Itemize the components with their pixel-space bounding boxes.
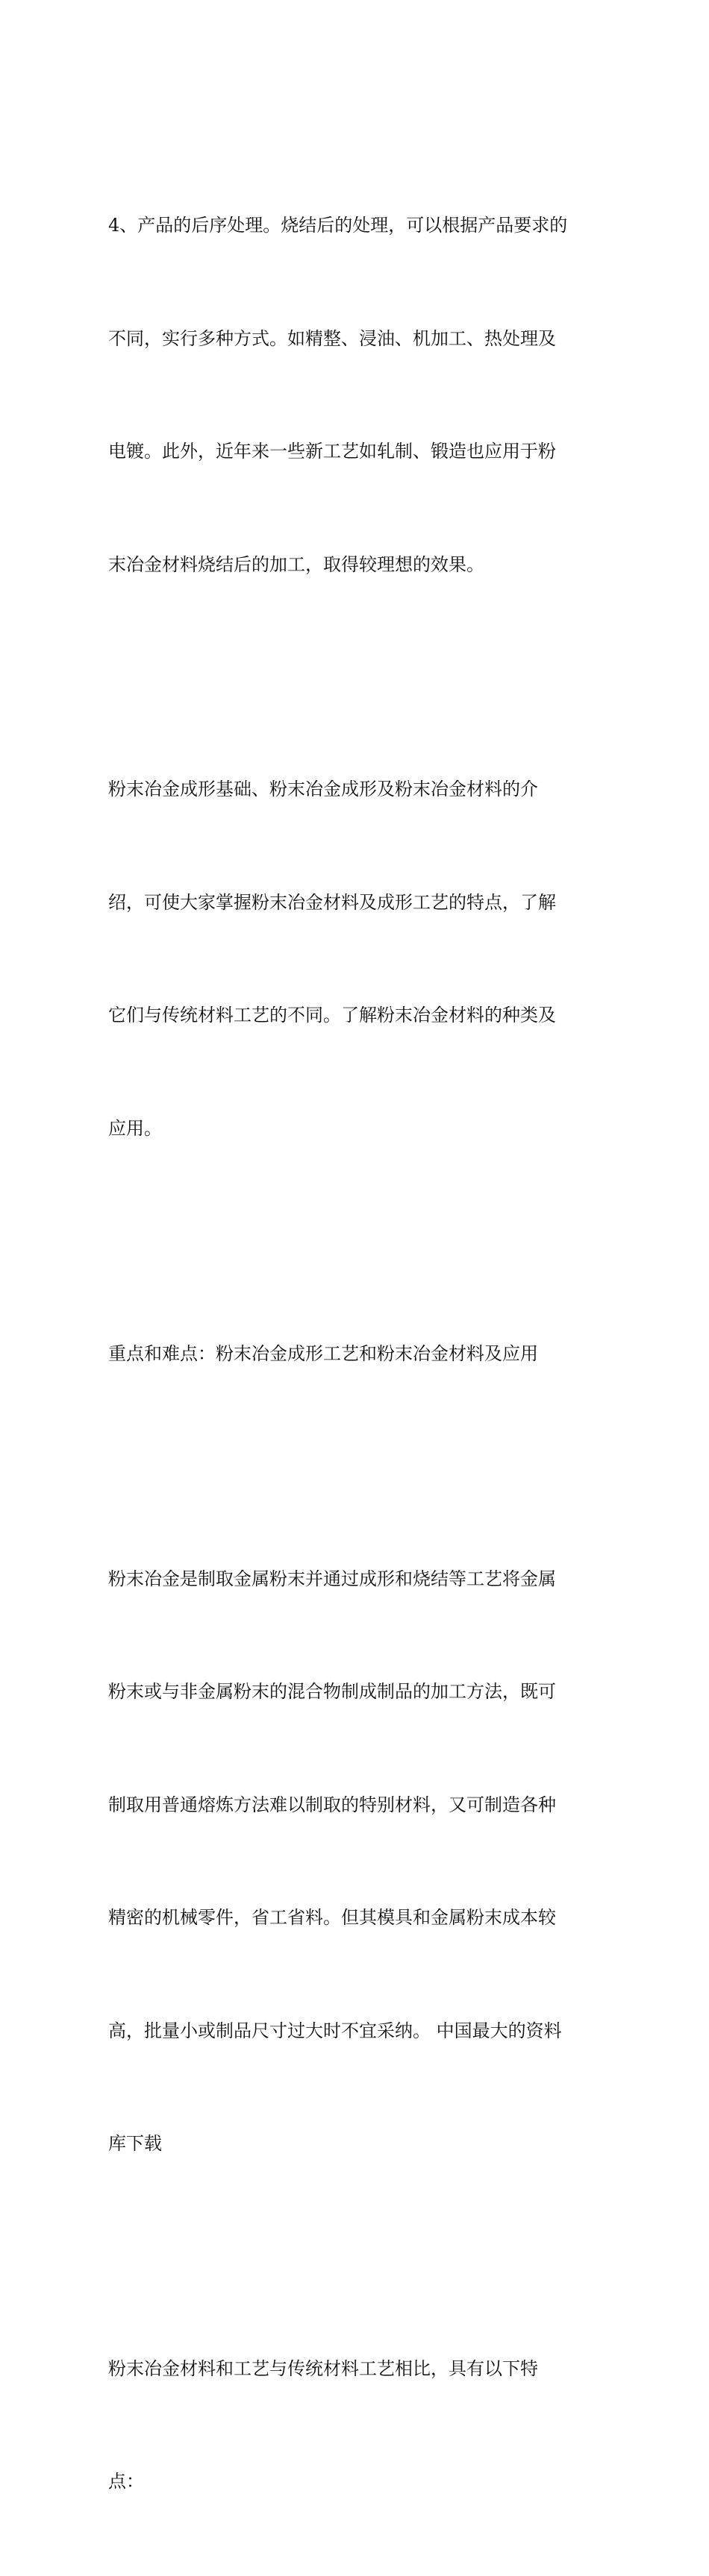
paragraph-gap <box>108 1222 605 1260</box>
paragraph-post-processing <box>108 131 605 659</box>
text-line: 点： <box>108 2471 144 2492</box>
text-line: 粉末冶金材料和工艺与传统材料工艺相比，具有以下特 <box>108 2357 538 2379</box>
text-line: 精密的机械零件，省工省料。但其模具和金属粉末成本较 <box>108 1907 556 1928</box>
text-line: 不同，实行多种方式。如精整、浸油、机加工、热处理及 <box>108 327 556 349</box>
text-line: 粉末冶金是制取金属粉末并通过成形和烧结等工艺将金属 <box>108 1568 556 1589</box>
text-line: 重点和难点：粉末冶金成形工艺和粉末冶金材料及应用 <box>108 1343 538 1364</box>
text-line: 它们与传统材料工艺的不同。了解粉末冶金材料的种类及 <box>108 1005 556 1025</box>
text-line: 电镀。此外，近年来一些新工艺如轧制、锻造也应用于粉 <box>108 441 556 462</box>
paragraph-definition <box>108 1485 605 2238</box>
text-line: 末冶金材料烧结后的加工，取得较理想的效果。 <box>108 553 484 575</box>
paragraph-gap <box>108 1448 605 1485</box>
text-line: 4、产品的后序处理。烧结后的处理，可以根据产品要求的 <box>108 215 568 236</box>
text-line: 应用。 <box>108 1117 162 1139</box>
text-line: 粉末冶金成形基础、粉末冶金成形及粉末冶金材料的介 <box>108 779 538 799</box>
paragraph-introduction <box>108 695 605 1222</box>
paragraph-gap <box>108 659 605 695</box>
document-body <box>108 131 605 2576</box>
paragraph-features <box>108 2275 605 2576</box>
paragraph-key-points <box>108 1260 605 1448</box>
text-line: 库下载 <box>108 2133 162 2154</box>
text-line: 绍，可使大家掌握粉末冶金材料及成形工艺的特点，了解 <box>108 891 556 913</box>
text-line: 粉末或与非金属粉末的混合物制成制品的加工方法，既可 <box>108 1681 556 1702</box>
text-line: 制取用普通熔炼方法难以制取的特别材料，又可制造各种 <box>108 1794 556 1815</box>
paragraph-gap <box>108 2238 605 2275</box>
text-line: 高，批量小或制品尺寸过大时不宜采纳。 中国最大的资料 <box>108 2020 562 2041</box>
